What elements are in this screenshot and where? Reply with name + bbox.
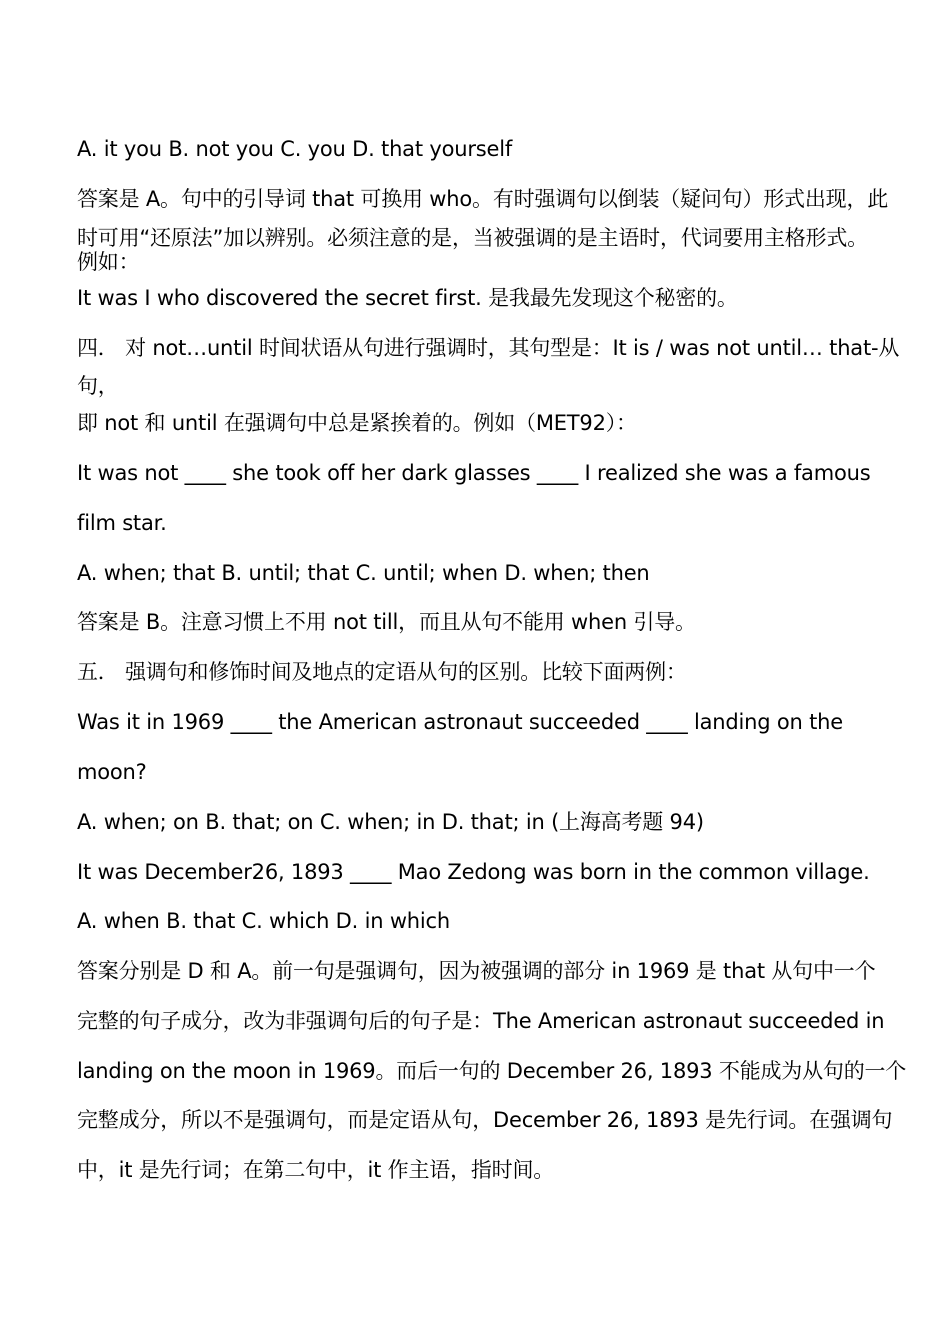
question-line: It was December26, 1893 ____ Mao Zedong was born in the common village.: [77, 860, 870, 884]
question-line: It was not ____ she took off her dark glasses ____ I realized she was a famous: [77, 461, 871, 485]
answer-paragraph-line: 完整成分，所以不是强调句，而是定语从句，December 26, 1893 是先行词。在强调句: [77, 1108, 893, 1132]
answer-paragraph-line: 完整的句子成分，改为非强调句后的句子是：The American astronaut succeeded in: [77, 1009, 885, 1033]
question-line: film star.: [77, 511, 167, 535]
answer-paragraph-line: 中，it 是先行词；在第二句中，it 作主语，指时间。: [77, 1158, 555, 1182]
section-heading-continued: 句，: [77, 374, 119, 398]
answer-paragraph-line: landing on the moon in 1969。而后一句的 December 26, 1893 不能成为从句的一个: [77, 1059, 907, 1083]
question-line: Was it in 1969 ____ the American astronaut succeeded ____ landing on the: [77, 710, 843, 734]
answer-line: 答案是 B。注意习惯上不用 not till，而且从句不能用 when 引导。: [77, 610, 696, 634]
options-line: A. when B. that C. which D. in which: [77, 909, 450, 933]
explanation-line: 即 not 和 until 在强调句中总是紧挨着的。例如（MET92）：: [77, 411, 637, 435]
answer-paragraph-line: 例如：: [77, 250, 140, 274]
options-line: A. when; that B. until; that C. until; when D. when; then: [77, 561, 650, 585]
answer-paragraph-line: 答案是 A。句中的引导词 that 可换用 who。有时强调句以倒装（疑问句）形式出现，此: [77, 187, 889, 211]
answer-paragraph-line: 答案分别是 D 和 A。前一句是强调句，因为被强调的部分 in 1969 是 that 从句中一个: [77, 959, 876, 983]
options-line: A. it you B. not you C. you D. that yourself: [77, 137, 513, 161]
question-line: moon?: [77, 760, 147, 784]
section-heading: 五． 强调句和修饰时间及地点的定语从句的区别。比较下面两例：: [77, 660, 687, 684]
answer-paragraph-line: 时可用“还原法”加以辨别。必须注意的是，当被强调的是主语时，代词要用主格形式。: [77, 226, 868, 250]
options-line: A. when; on B. that; on C. when; in D. that; in (上海高考题 94): [77, 810, 704, 834]
example-sentence: It was I who discovered the secret first. 是我最先发现这个秘密的。: [77, 286, 738, 310]
section-heading: 四． 对 not…until 时间状语从句进行强调时，其句型是：It is / was not until… that-从: [77, 336, 900, 360]
